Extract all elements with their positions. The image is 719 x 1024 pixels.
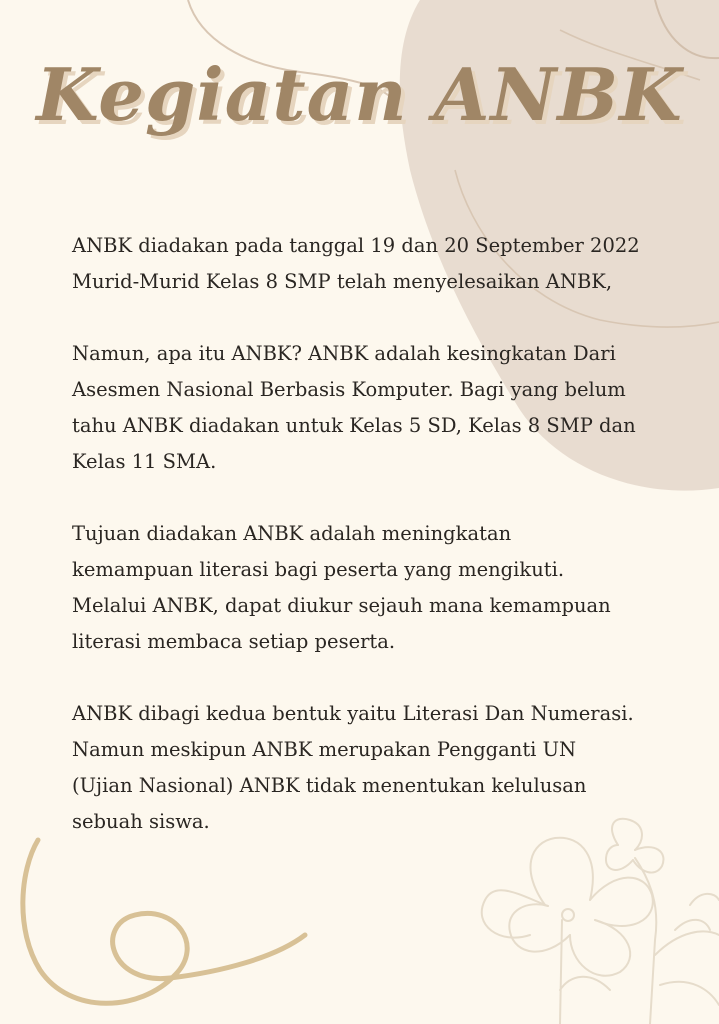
text-line: ANBK dibagi kedua bentuk yaitu Literasi Dan Numerasi. bbox=[72, 702, 634, 725]
paragraph-1 bbox=[72, 228, 702, 300]
paragraph-3 bbox=[72, 516, 702, 660]
paragraph-4 bbox=[72, 696, 702, 840]
text-line: Asesmen Nasional Berbasis Komputer. Bagi yang belum bbox=[72, 378, 626, 401]
page-title: Kegiatan ANBK bbox=[36, 52, 683, 137]
text-line: sebuah siswa. bbox=[72, 810, 210, 833]
text-line: Tujuan diadakan ANBK adalah meningkatan bbox=[72, 522, 512, 545]
text-line: kemampuan literasi bagi peserta yang mengikuti. bbox=[72, 558, 565, 581]
text-line: Namun meskipun ANBK merupakan Pengganti UN bbox=[72, 738, 577, 761]
text-line: ANBK diadakan pada tanggal 19 dan 20 September 2022 bbox=[72, 234, 640, 257]
text-line: Melalui ANBK, dapat diukur sejauh mana kemampuan bbox=[72, 594, 611, 617]
text-line: Namun, apa itu ANBK? ANBK adalah kesingkatan Dari bbox=[72, 342, 616, 365]
text-line: Kelas 11 SMA. bbox=[72, 450, 217, 473]
body-text bbox=[72, 228, 702, 876]
text-line: Murid-Murid Kelas 8 SMP telah menyelesaikan ANBK, bbox=[72, 270, 613, 293]
text-line: tahu ANBK diadakan untuk Kelas 5 SD, Kelas 8 SMP dan bbox=[72, 414, 636, 437]
text-line: (Ujian Nasional) ANBK tidak menentukan kelulusan bbox=[72, 774, 587, 797]
text-line: literasi membaca setiap peserta. bbox=[72, 630, 396, 653]
paragraph-2 bbox=[72, 336, 702, 480]
